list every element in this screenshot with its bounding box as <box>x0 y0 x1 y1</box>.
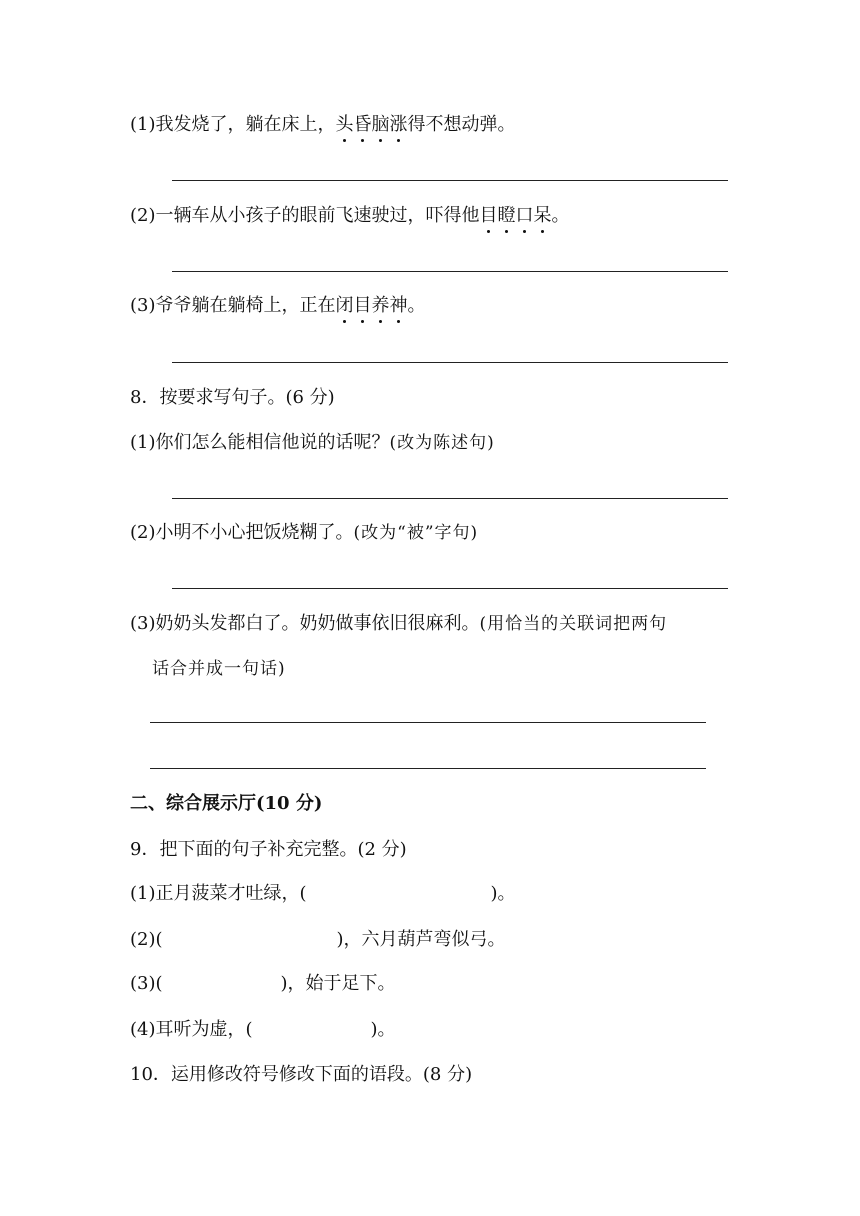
q8-item3-note-cont: 话合并成一句话) <box>152 659 286 679</box>
dotted-char: 神 <box>389 295 408 316</box>
q9-item3-text: (3)( <box>130 973 163 994</box>
q8-item3-note: (用恰当的关联词把两句 <box>479 614 668 634</box>
q9-item2 <box>130 928 506 952</box>
dotted-char: 目 <box>353 295 372 316</box>
q8-item2 <box>130 521 478 545</box>
q7-item2-text: (2)一辆车从小孩子的眼前飞速驶过，吓得他 <box>130 205 480 226</box>
q8-item3-text: (3)奶奶头发都白了。奶奶做事依旧很麻利。 <box>130 613 480 634</box>
dotted-char: 闭 <box>335 295 354 316</box>
q8-item3 <box>130 612 667 636</box>
dotted-char: 目 <box>479 205 498 226</box>
q8-item1 <box>130 431 495 455</box>
answer-line[interactable] <box>172 498 728 499</box>
q8-item2-text: (2)小明不小心把饭烧糊了。 <box>130 522 354 543</box>
dotted-char: 呆 <box>533 205 552 226</box>
q7-item1-text: (1)我发烧了，躺在床上， <box>130 114 336 135</box>
q7-item3-tail: 。 <box>407 295 426 316</box>
q9-item3 <box>130 972 396 996</box>
dotted-char: 昏 <box>353 114 372 135</box>
q7-item1 <box>130 113 516 137</box>
answer-line[interactable] <box>172 588 728 589</box>
q10-title: 10．运用修改符号修改下面的语段。(8 分) <box>130 1064 473 1085</box>
dotted-char: 脑 <box>371 114 390 135</box>
q8-item2-note: (改为“被”字句) <box>353 523 479 543</box>
dotted-char: 头 <box>335 114 354 135</box>
q7-item3-text: (3)爷爷躺在躺椅上，正在 <box>130 295 336 316</box>
answer-line[interactable] <box>172 271 728 272</box>
q9-item4-text: (4)耳听为虚，( <box>130 1019 253 1040</box>
q7-item3 <box>130 294 426 318</box>
q9-title: 9．把下面的句子补充完整。(2 分) <box>130 839 407 860</box>
q7-item2-tail: 。 <box>551 205 570 226</box>
q9-item4-tail: )。 <box>370 1019 396 1040</box>
q8-item1-note: (改为陈述句) <box>389 433 495 453</box>
q8-item1-text: (1)你们怎么能相信他说的话呢？ <box>130 432 390 453</box>
q7-item1-tail: 得不想动弹。 <box>407 114 516 135</box>
q9-item3-tail: )，始于足下。 <box>280 973 396 994</box>
section-title: 二、综合展示厅(10 分) <box>130 793 323 814</box>
answer-line[interactable] <box>172 180 728 181</box>
q8-title: 8．按要求写句子。(6 分) <box>130 387 335 408</box>
q9-item1-tail: )。 <box>490 883 516 904</box>
dotted-char: 养 <box>371 295 390 316</box>
answer-line[interactable] <box>150 768 706 769</box>
dotted-char: 涨 <box>389 114 408 135</box>
q9-item1 <box>130 882 516 906</box>
answer-line[interactable] <box>172 362 728 363</box>
q9-item4 <box>130 1018 396 1042</box>
q9-item1-text: (1)正月菠菜才吐绿，( <box>130 883 307 904</box>
answer-line[interactable] <box>150 722 706 723</box>
dotted-char: 口 <box>515 205 534 226</box>
dotted-char: 瞪 <box>497 205 516 226</box>
q9-item2-tail: )，六月葫芦弯似弓。 <box>336 929 506 950</box>
q7-item2 <box>130 204 570 228</box>
q9-item2-text: (2)( <box>130 929 163 950</box>
